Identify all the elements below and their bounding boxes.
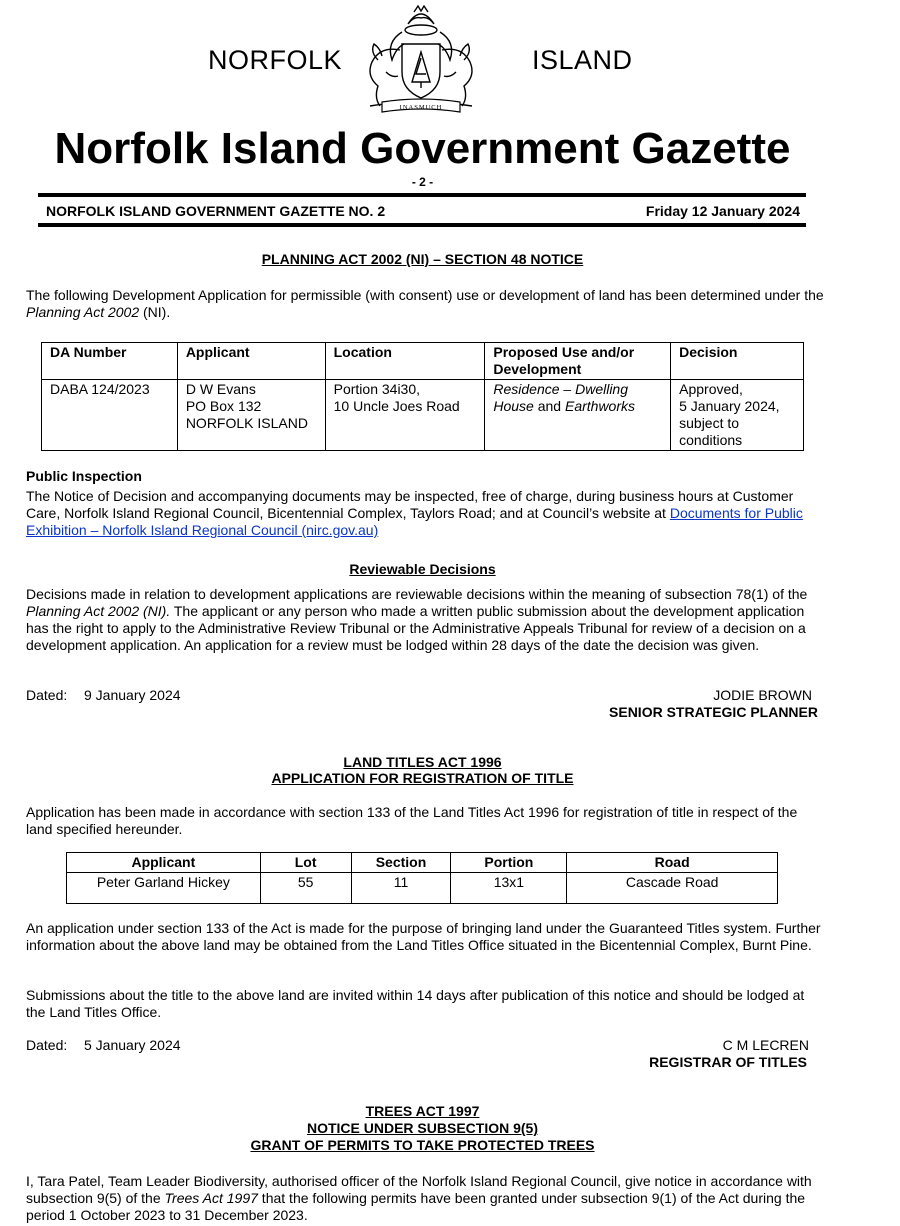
cell-section: 11 — [351, 873, 451, 904]
planning-dated-label: Dated: — [26, 687, 68, 703]
header-proposed-use: Proposed Use and/or Development — [485, 343, 671, 380]
gazette-date: Friday 12 January 2024 — [645, 203, 800, 219]
land-titles-paragraph-2: Submissions about the title to the above land are invited within 14 days after publication of this notice and should be lodged at the Land Titles Office. — [26, 987, 805, 1020]
cell-lot: 55 — [260, 873, 351, 904]
cell-applicant: D W Evans PO Box 132 NORFOLK ISLAND — [177, 380, 325, 451]
public-exhibition-link[interactable]: Documents for Public Exhibition – Norfolk Island Regional Council (nirc.gov.au) — [26, 505, 803, 538]
masthead-norfolk: NORFOLK — [208, 45, 343, 75]
land-title-table — [66, 852, 778, 904]
table-header-row — [42, 343, 804, 380]
land-titles-paragraph-1: An application under section 133 of the Act is made for the purpose of bringing land under the Guaranteed Titles system. Further information about the above land may be obtained from the Land Titles Office situated in the Bicentennial Complex, Burnt Pine. — [26, 920, 821, 953]
planning-intro: The following Development Application for permissible (with consent) use or development of land has been determined under the Planning Act 2002 (NI). — [26, 287, 824, 320]
land-titles-intro: Application has been made in accordance with section 133 of the Land Titles Act 1996 for registration of title in respect of the land specified hereunder. — [26, 804, 798, 837]
cell-da-number: DABA 124/2023 — [42, 380, 178, 451]
header-lot: Lot — [260, 853, 351, 873]
reviewable-decisions-text: Decisions made in relation to development applications are reviewable decisions within the meaning of subsection 78(1) of the Planning Act 2002 (NI). The applicant or any person who made a written public submission about the development application has the right to apply to the Administrative Review Tribunal or the Administrative Appeals Tribunal for review of a decision on a development application. An application for a review must be lodged within 28 days of the date the decision was given. — [26, 586, 808, 653]
planning-signatory-title: SENIOR STRATEGIC PLANNER — [609, 704, 818, 720]
land-titles-signatory-title: REGISTRAR OF TITLES — [649, 1054, 807, 1070]
gazette-info-bar — [46, 203, 800, 220]
cell-road: Cascade Road — [567, 873, 778, 904]
cell-portion: 13x1 — [451, 873, 567, 904]
header-applicant: Applicant — [67, 853, 261, 873]
coat-of-arms-icon — [356, 2, 486, 120]
cell-applicant: Peter Garland Hickey — [67, 873, 261, 904]
table-row — [67, 873, 778, 904]
public-inspection-text: The Notice of Decision and accompanying documents may be inspected, free of charge, during business hours at Customer Care, Norfolk Island Regional Council, Bicentennial Complex, Taylors Road; and at Council’s website at Documents for Public Exhibition – Norfolk Island Regional Council (nirc.gov.au) — [26, 488, 803, 538]
header-portion: Portion — [451, 853, 567, 873]
planning-heading: PLANNING ACT 2002 (NI) – SECTION 48 NOTICE — [261, 251, 584, 267]
header-applicant: Applicant — [177, 343, 325, 380]
land-titles-dated-value: 5 January 2024 — [84, 1037, 181, 1053]
cell-decision: Approved, 5 January 2024, subject to conditions — [671, 380, 804, 451]
public-inspection-title: Public Inspection — [26, 468, 142, 484]
header-road: Road — [567, 853, 778, 873]
reviewable-decisions-heading: Reviewable Decisions — [349, 561, 496, 577]
planning-signatory-name: JODIE BROWN — [713, 687, 812, 703]
crest-motto: INASMUCH — [399, 104, 443, 111]
table-header-row — [67, 853, 778, 873]
land-titles-signatory-name: C M LECREN — [722, 1037, 809, 1053]
trees-subheading-1: NOTICE UNDER SUBSECTION 9(5) — [306, 1120, 539, 1136]
development-application-table — [41, 342, 804, 451]
trees-subheading-2: GRANT OF PERMITS TO TAKE PROTECTED TREES — [250, 1137, 595, 1153]
trees-heading: TREES ACT 1997 — [365, 1103, 480, 1119]
land-titles-subheading: APPLICATION FOR REGISTRATION OF TITLE — [271, 770, 574, 786]
page-number: - 2 - — [411, 175, 434, 189]
gazette-title: Norfolk Island Government Gazette — [54, 124, 791, 173]
planning-dated-value: 9 January 2024 — [84, 687, 181, 703]
header-location: Location — [325, 343, 485, 380]
land-titles-heading: LAND TITLES ACT 1996 — [343, 754, 502, 770]
table-row — [42, 380, 804, 451]
cell-proposed-use: Residence – Dwelling House and Earthworks — [485, 380, 671, 451]
header-decision: Decision — [671, 343, 804, 380]
header-section: Section — [351, 853, 451, 873]
cell-location: Portion 34i30, 10 Uncle Joes Road — [325, 380, 485, 451]
top-rule — [38, 193, 806, 197]
bottom-rule — [38, 223, 806, 227]
trees-text: I, Tara Patel, Team Leader Biodiversity, authorised officer of the Norfolk Island Regional Council, give notice in accordance with subsection 9(5) of the Trees Act 1997 that the following permits have been granted under subsection 9(1) of the Act during the period 1 October 2023 to 31 December 2023. — [26, 1173, 812, 1223]
header-da-number: DA Number — [42, 343, 178, 380]
land-titles-dated-label: Dated: — [26, 1037, 68, 1053]
gazette-issue: NORFOLK ISLAND GOVERNMENT GAZETTE NO. 2 — [46, 203, 386, 219]
masthead-island: ISLAND — [532, 45, 633, 75]
